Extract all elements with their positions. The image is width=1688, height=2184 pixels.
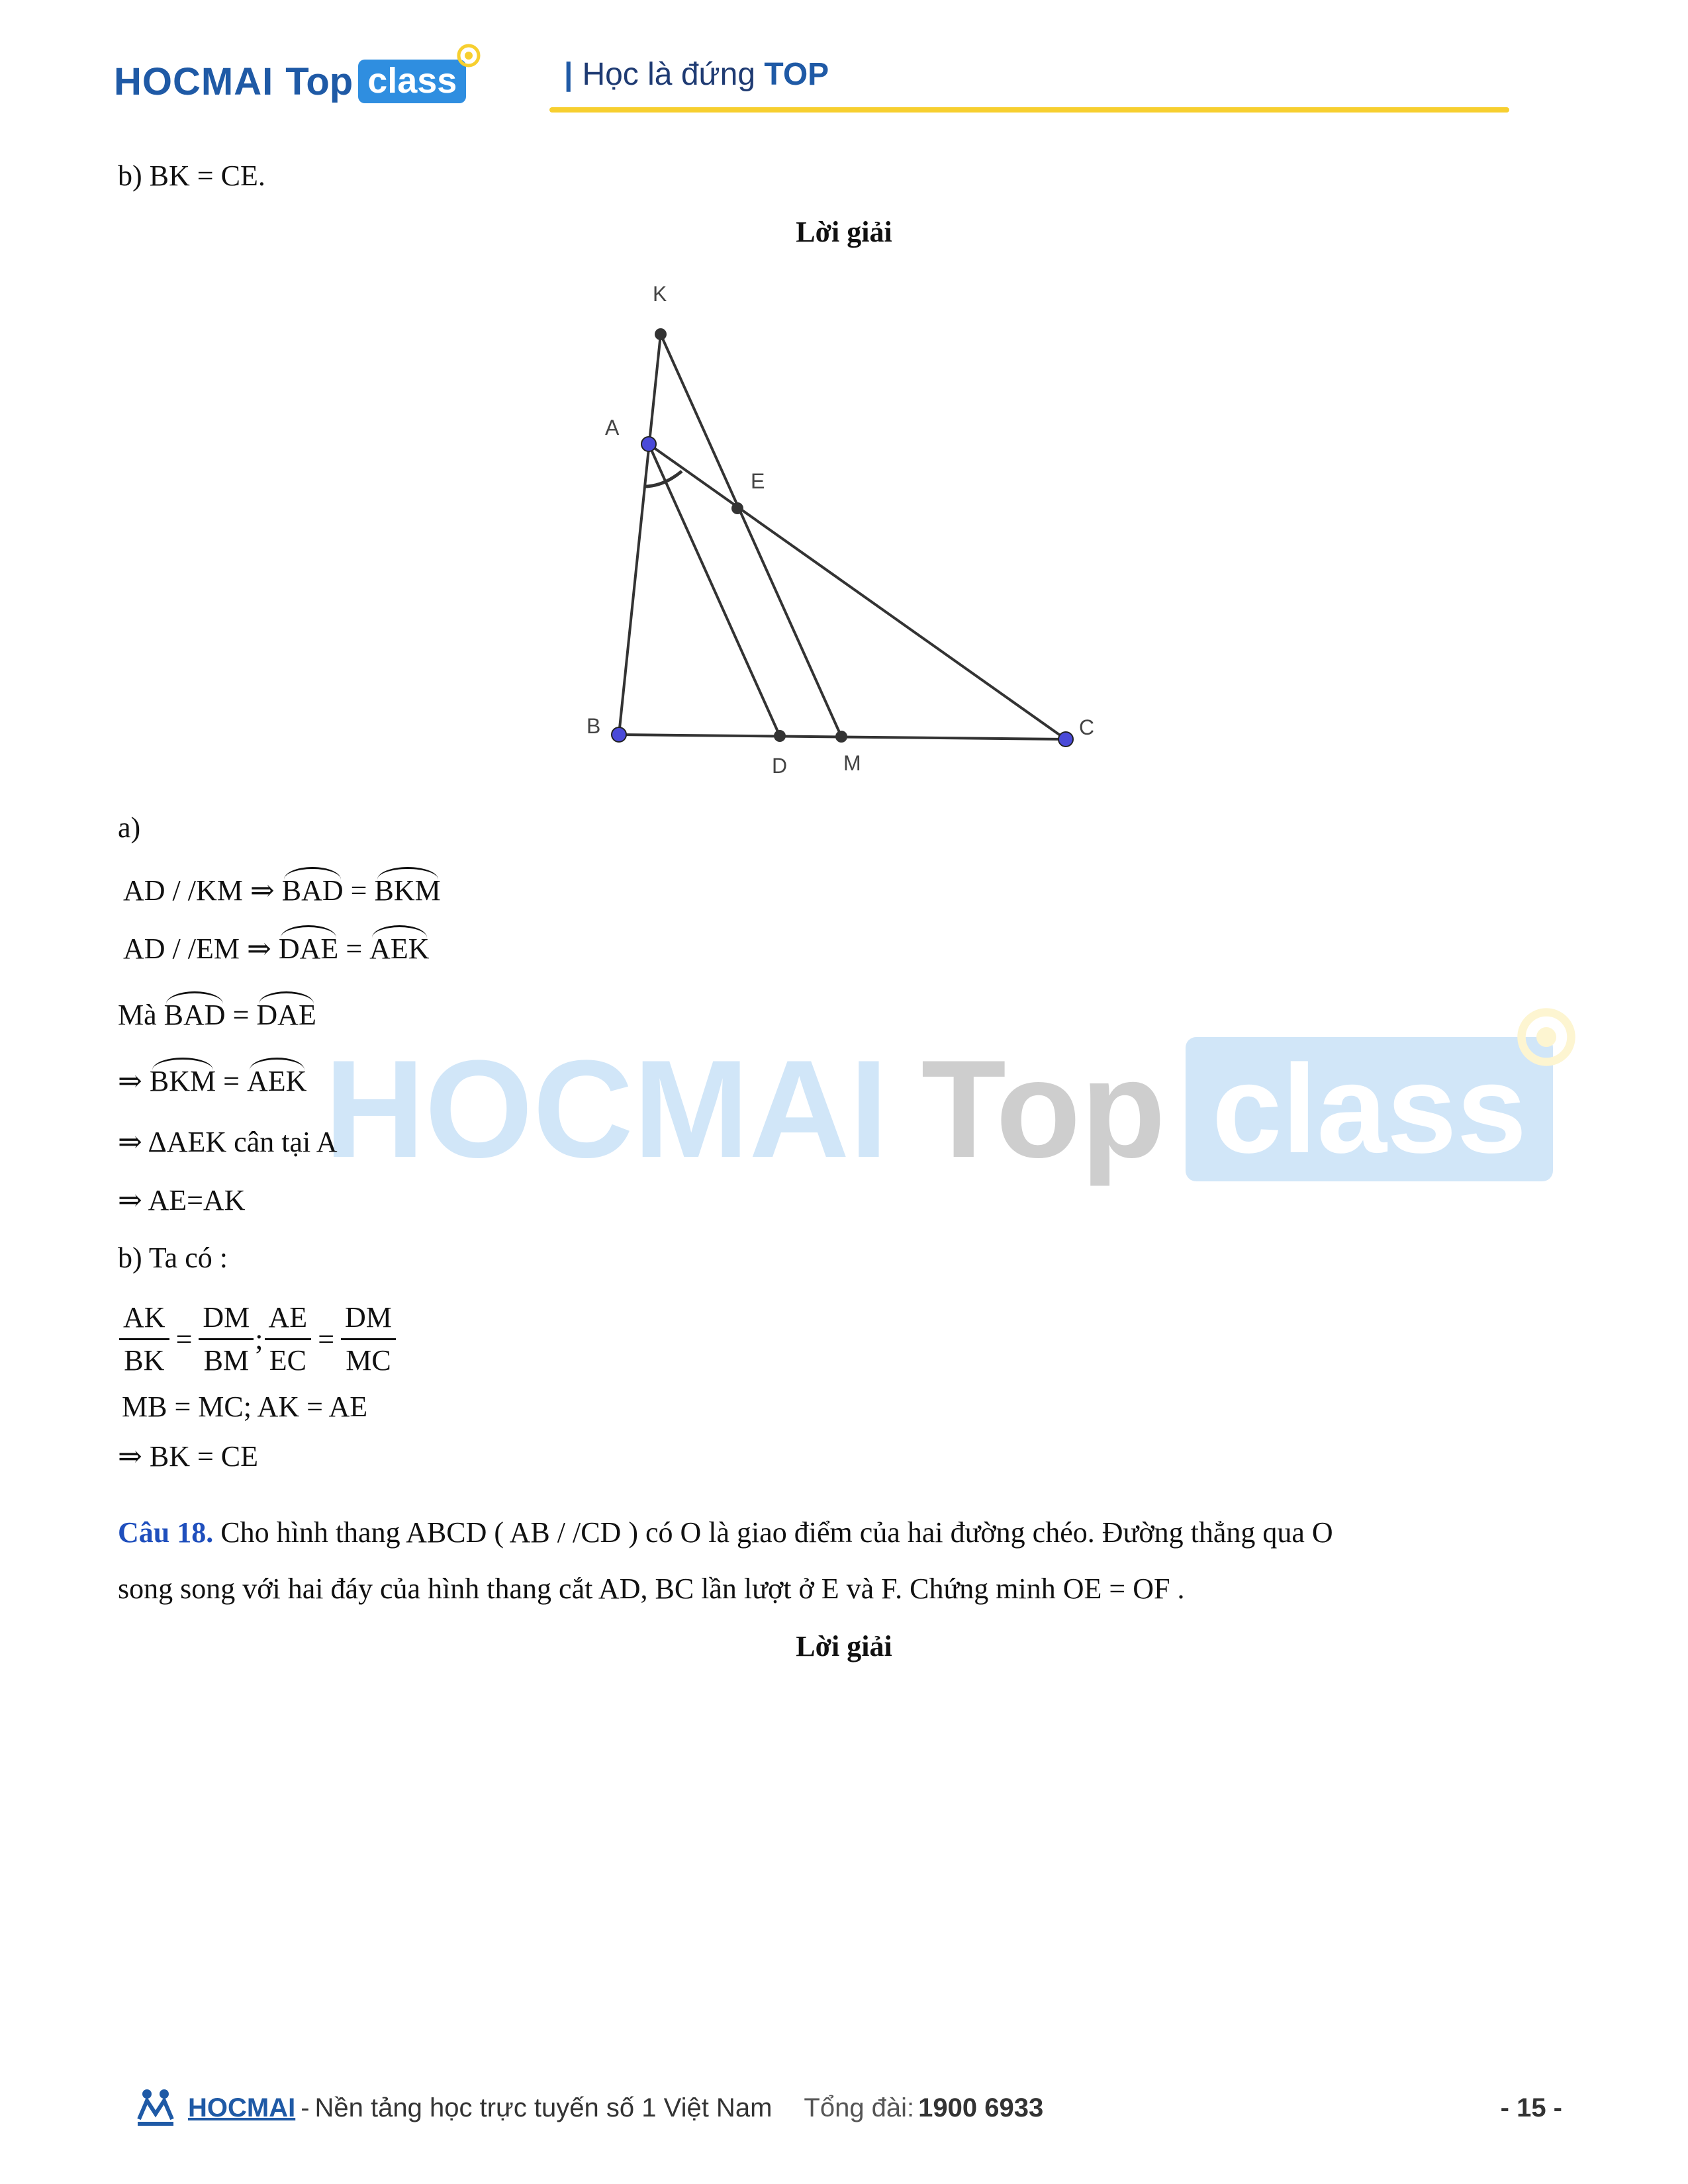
footer-tagline: Nền tảng học trực tuyến số 1 Việt Nam [314,2093,773,2122]
slogan [564,56,829,93]
segment-ac [649,444,1066,739]
proof-line-2-left: AD / /EM ⇒ [123,933,279,965]
segment-km [661,334,841,737]
part-b-label: b) Ta có : [118,1242,228,1274]
footer-separator: - [301,2093,310,2122]
proof-line-3-left: Mà [118,999,164,1031]
question-18-label: Câu 18. [118,1516,214,1549]
hocmai-footer-icon [132,2085,179,2131]
angle-aek: AEK [246,1065,307,1097]
fraction-ak-bk [119,1297,169,1381]
proof-line-4 [118,1064,306,1098]
question-18 [118,1516,1333,1549]
point-k [655,328,667,340]
fraction-numerator: DM [341,1297,396,1340]
proof-line-1-left: AD / /KM ⇒ [123,874,282,907]
angle-dae: DAE [256,999,316,1031]
angle-aek: AEK [369,933,430,965]
slogan-text: Học là đứng [582,57,765,92]
watermark-logo [324,1029,1553,1189]
watermark-sun-icon [1513,1004,1579,1070]
fraction-denominator: BK [124,1344,165,1377]
hocmai-topclass-logo [114,52,466,111]
watermark-class-text: class [1211,1039,1527,1179]
logo-class-text: class [367,61,457,101]
point-m [835,731,847,743]
point-a [641,437,656,451]
equals-sign: = [175,1323,193,1355]
solution-heading: Lời giải [796,216,892,248]
label-c: C [1079,715,1095,739]
proof-line-4-left: ⇒ [118,1065,150,1097]
separator: ; [255,1323,263,1355]
fraction-ae-ec [265,1297,312,1381]
footer-brand[interactable]: HOCMAI [188,2093,296,2122]
fraction-denominator: MC [346,1344,391,1377]
angle-bkm: BKM [149,1065,216,1097]
equals-sign: = [216,1065,247,1097]
point-e [731,502,743,514]
watermark-class [1186,1037,1553,1181]
part-a-label: a) [118,811,141,844]
fraction-numerator: DM [199,1297,254,1340]
proof-line-3 [118,998,316,1032]
point-c [1058,732,1073,747]
angle-bad: BAD [281,874,344,907]
label-e: E [751,469,765,493]
angle-bkm: BKM [374,874,441,907]
fraction-denominator: EC [269,1344,306,1377]
proof-line-6: ⇒ AE=AK [118,1184,246,1216]
page-footer [132,2081,1562,2134]
slogan-bar: | [564,57,573,92]
solution-heading-2: Lời giải [796,1630,892,1662]
label-b: B [586,714,601,738]
logo-top-text: Top [285,60,353,103]
angle-bad: BAD [164,999,226,1031]
equals-sign: = [338,933,370,965]
label-m: M [843,751,861,775]
page-number: - 15 - [1500,2093,1562,2122]
proof-line-8: MB = MC; AK = AE [122,1390,368,1423]
fraction-denominator: BM [203,1344,250,1377]
segment-kb [619,334,661,735]
label-a: A [605,416,620,439]
question-18-text-1: Cho hình thang ABCD ( AB / /CD ) có O là giao điểm của hai đường chéo. Đường thẳng qua O [213,1516,1333,1549]
fraction-dm-bm [199,1297,254,1381]
logo-hocmai-text: HOCMAI [114,60,274,103]
proof-line-2 [123,932,430,966]
angle-dae: DAE [278,933,339,965]
proof-line-5: ⇒ ΔAEK cân tại A [118,1126,338,1158]
logo-class-badge [358,60,466,103]
label-k: K [653,282,667,306]
part-b-statement: b) BK = CE. [118,159,265,192]
ratio-equations [118,1297,397,1381]
fraction-numerator: AE [265,1297,312,1340]
header-divider [549,107,1509,113]
watermark-hocmai: HOCMAI [324,1031,888,1187]
question-18-text-2: song song với hai đáy của hình thang cắt AD, BC lần lượt ở E và F. Chứng minh OE = OF . [118,1572,1185,1605]
footer-hotline-label: Tổng đài: [804,2093,915,2122]
proof-line-1 [123,874,441,907]
equals-sign: = [343,874,375,907]
sun-icon [455,42,482,69]
slogan-top: TOP [764,57,829,92]
fraction-numerator: AK [119,1297,169,1340]
point-b [612,727,626,742]
watermark-top: Top [921,1031,1166,1187]
label-d: D [772,754,788,778]
point-d [774,730,786,742]
equals-sign: = [225,999,257,1031]
equals-sign: = [318,1323,335,1355]
fraction-dm-mc [341,1297,396,1381]
footer-hotline-number: 1900 6933 [918,2093,1044,2122]
geometry-figure [569,278,1112,794]
proof-line-9: ⇒ BK = CE [118,1440,259,1473]
